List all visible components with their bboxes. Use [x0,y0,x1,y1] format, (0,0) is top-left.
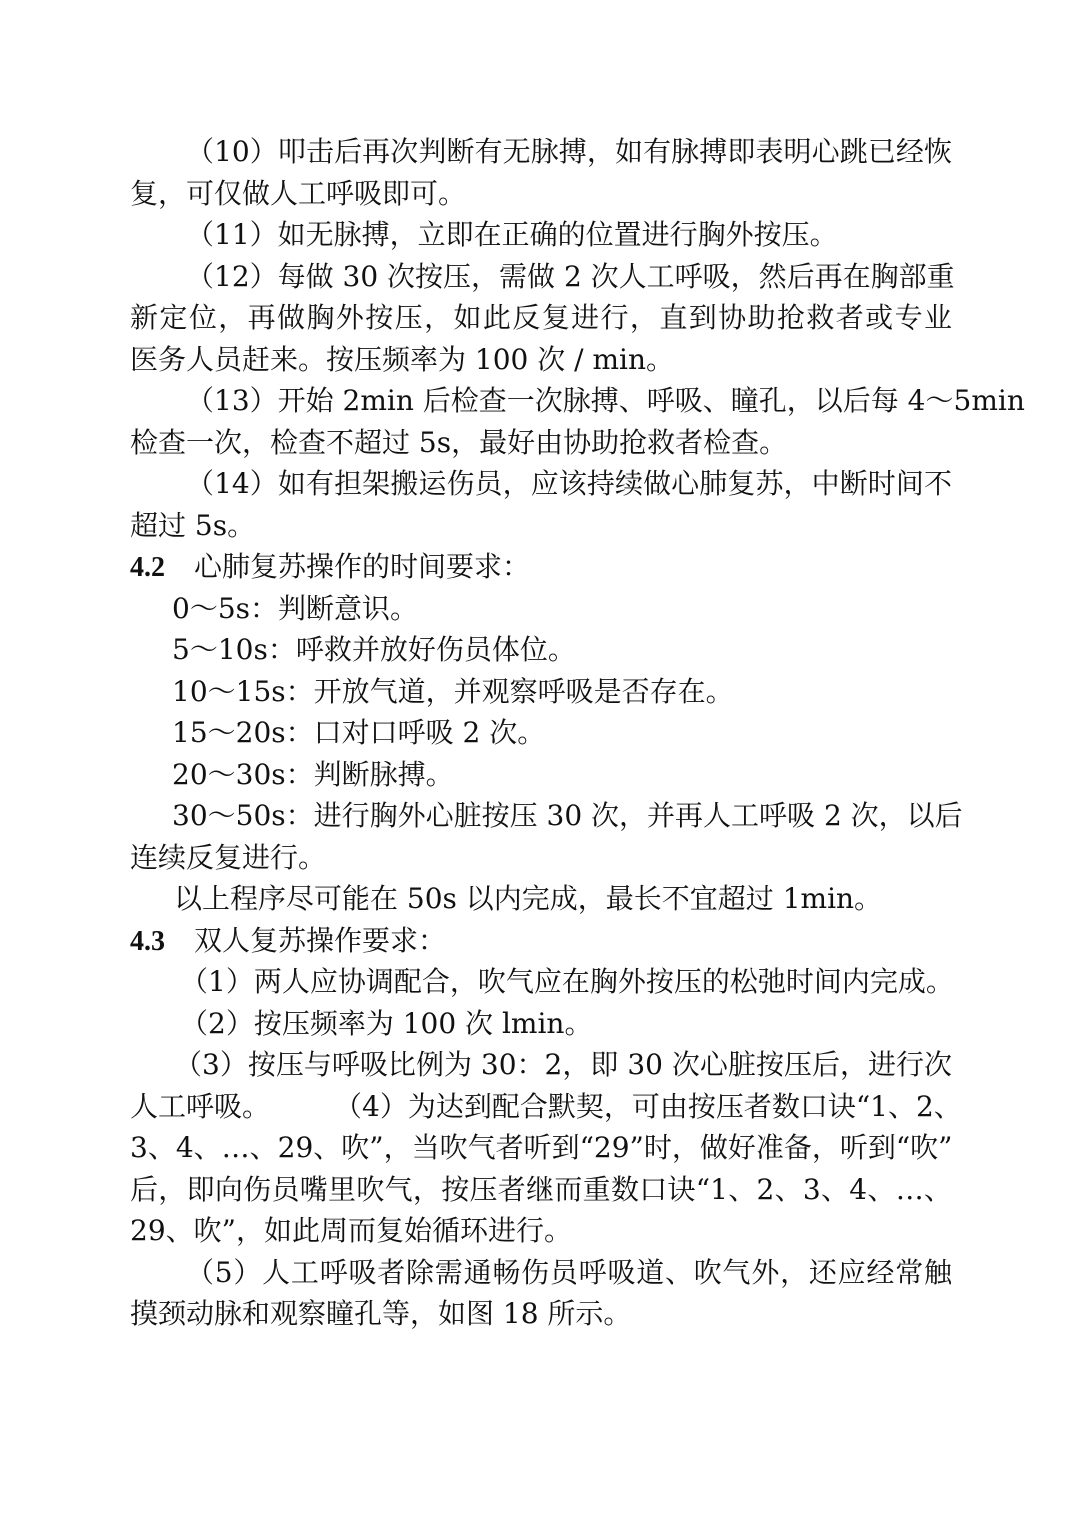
section-number: 4.3 [130,925,165,957]
paragraph-11-line-1: （11）如无脉搏，立即在正确的位置进行胸外按压。 [186,218,838,251]
paragraph-10-line-1: （10）叩击后再次判断有无脉搏，如有脉搏即表明心跳已经恢 [186,135,952,168]
time-item: 15～20s：口对口呼吸 2 次。 [172,716,546,749]
requirement-3-line-1: （3）按压与呼吸比例为 30：2，即 30 次心脏按压后，进行次 [174,1048,952,1081]
time-item-6-line-1: 30～50s：进行胸外心脏按压 30 次，并再人工呼吸 2 次，以后 [172,799,963,832]
paragraph-12-line-1: （12）每做 30 次按压，需做 2 次人工呼吸，然后再在胸部重 [186,259,955,293]
paragraph-14-line-1: （14）如有担架搬运伤员，应该持续做心肺复苏，中断时间不 [186,467,952,500]
section-title: 心肺复苏操作的时间要求： [194,550,531,583]
section-4-3-heading [130,920,952,962]
paragraph-12-line-3: 医务人员赶来。按压频率为 100 次 / min。 [130,342,675,376]
document-body [130,131,1025,1335]
requirement-4-line-4: 29、吹”，如此周而复始循环进行。 [130,1214,572,1247]
section-number: 4.2 [130,552,165,583]
requirement-1: （1）两人应协调配合，吹气应在胸外按压的松弛时间内完成。 [180,965,954,998]
time-item: 20～30s：判断脉搏。 [172,757,454,791]
paragraph-13-line-2: 检查一次，检查不超过 5s，最好由协助抢救者检查。 [130,425,788,459]
section-4-2-heading [130,546,952,588]
paragraph-13-line-1: （13）开始 2min 后检查一次脉搏、呼吸、瞳孔，以后每 4～5min [186,384,1025,417]
time-summary: 以上程序尽可能在 50s 以内完成，最长不宜超过 1min。 [174,882,883,915]
paragraph-10-line-2: 复，可仅做人工呼吸即可。 [130,176,467,210]
requirement-3-line-2: 人工呼吸。 [130,1089,271,1123]
time-item-6-line-2: 连续反复进行。 [130,840,327,874]
paragraph-12-line-2: 新定位，再做胸外按压，如此反复进行，直到协助抢救者或专业 [130,301,952,334]
paragraph-14-line-2: 超过 5s。 [130,508,256,542]
requirement-4-line-3: 后，即向伤员嘴里吹气，按压者继而重数口诀“1、2、3、4、…、 [130,1172,952,1206]
requirement-5-line-1: （5）人工呼吸者除需通畅伤员呼吸道、吹气外，还应经常触 [186,1255,952,1289]
requirement-2: （2）按压频率为 100 次 lmin。 [180,1006,593,1040]
requirement-4-line-2: 3、4、…、29、吹”，当吹气者听到“29”时，做好准备，听到“吹” [130,1131,953,1164]
requirement-5-line-2: 摸颈动脉和观察瞳孔等，如图 18 所示。 [130,1297,632,1330]
requirement-4-line-1: （4）为达到配合默契，可由按压者数口诀“1、2、 [334,1089,962,1123]
requirement-3-4-line [130,1086,962,1128]
time-item: 0～5s：判断意识。 [172,591,418,625]
time-item: 10～15s：开放气道，并观察呼吸是否存在。 [172,674,734,708]
time-item: 5～10s：呼救并放好伤员体位。 [172,633,576,666]
section-title: 双人复苏操作要求： [194,923,447,957]
